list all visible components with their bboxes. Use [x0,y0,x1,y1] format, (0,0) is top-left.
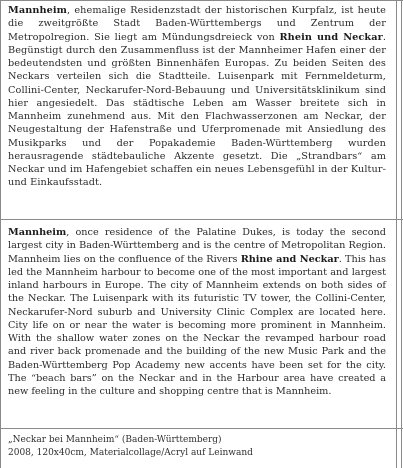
german-text-part-1: , ehemalige Residenzstadt der historischen Kurpfalz, ist heute die zweitgrößte Stadt Baden-Württembergs und Zentrum der Metropolregion. Sie liegt am Mündungsdreieck von [8,5,386,43]
german-city-name: Mannheim [8,5,68,16]
english-text-block [8,226,386,398]
section-divider [0,219,403,220]
far-right-edge-rule [401,0,402,468]
top-rule [0,0,403,1]
german-text-block [8,4,386,190]
german-rivers: Rhein und Neckar [279,31,383,43]
english-text-part-2: . This has led the Mannheim harbour to become one of the most important and largest inland harbours in Europe. The city of Mannheim extends on both sides of the Neckar. The Luisenpark with its futuristic TV tower, the Collini-Center, Neckarufer-Nord suburb and University Clinic Complex are located here. City life on or near the water is becoming more prominent in Mannheim. With the shallow water zones on the Neckar the revamped harbour road and river back promenade and the building of the new Music Park and the Baden-Württemberg Pop Academy new accents have been set for the city. The “beach bars” on the Neckar and in the Harbour area have created a new feeling in the culture and shopping centre that is Mannheim. [8,253,387,397]
artwork-caption [8,434,388,459]
caption-details: 2008, 120x40cm, Materialcollage/Acryl auf Leinwand [8,447,253,458]
english-rivers: Rhine and Neckar [240,253,339,265]
english-paragraph [8,226,386,398]
left-edge-rule [0,0,1,468]
caption-divider [0,428,403,429]
english-city-name: Mannheim [8,227,67,238]
german-text-part-2: . Begünstigt durch den Zusammenfluss ist der Mannheimer Hafen einer der bedeutendsten und größten Binnenhäfen Europas. Zu beiden Seiten des Neckars verteilen sich die Stadtteile. Luisenpark mit Fernmeldeturm, Collini-Center, Neckarufer-Nord-Bebauung und Universitätsklinikum sind hier angesiedelt. Das städtische Leben am Wasser breitete sich in Mannheim zunehmend aus. Mit den Flachwasserzonen am Neckar, der Neugestaltung der Hafenstraße und Uferpromenade mit Ansiedlung des Musikparks und der Popakademie Baden-Württemberg wurden herausragende städtebauliche Akzente gesetzt. Die „Strandbars“ am Neckar und im Hafengebiet schaffen ein neues Lebensgefühl in der Kultur- und Einkaufsstadt. [8,31,386,189]
english-text-part-1: , once residence of the Palatine Dukes, is today the second largest city in Baden-Württemberg and is the centre of Metropolitan Region. Mannheim lies on the confluence of the Rivers [8,227,386,265]
right-edge-rule [396,0,397,468]
caption-title: „Neckar bei Mannheim“ (Baden-Württemberg) [8,435,222,445]
german-paragraph [8,4,386,190]
